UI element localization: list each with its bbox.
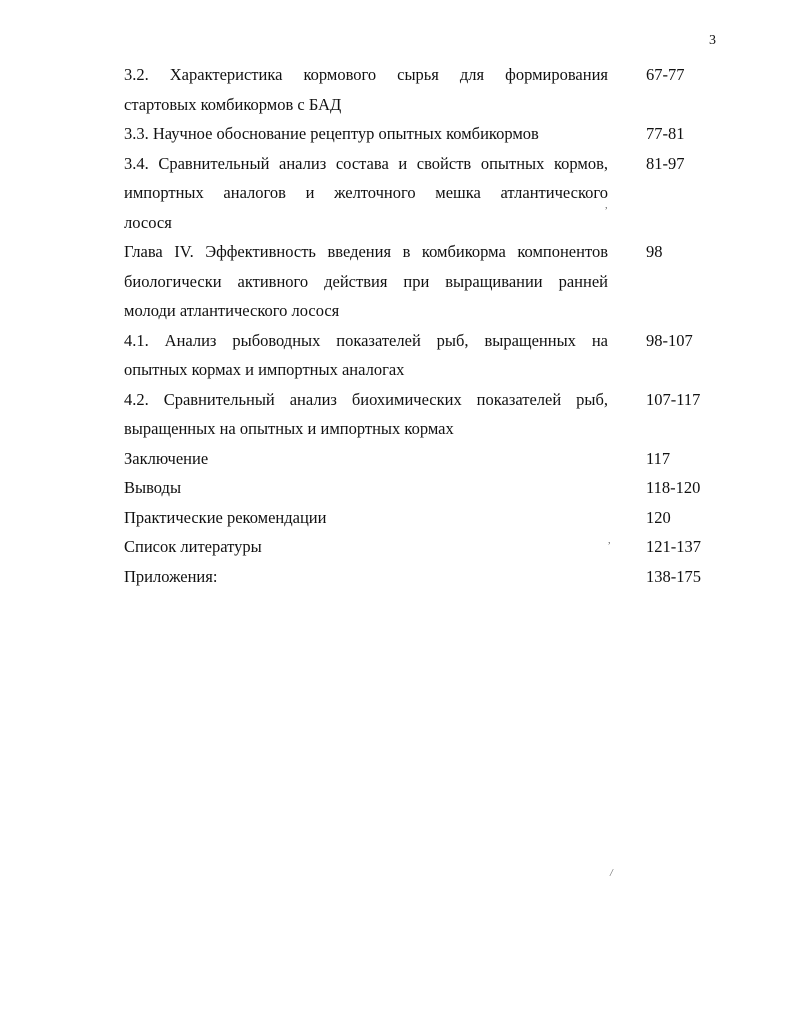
scan-speck: ,	[608, 535, 611, 546]
toc-entry-title	[124, 532, 608, 562]
toc-entry-line: 4.2. Сравнительный анализ биохимических показателей рыб,	[124, 389, 608, 409]
toc-entry-pages: 118-120	[646, 478, 701, 497]
toc-entry-findings	[124, 473, 724, 503]
toc-entry-line: Список литературы	[124, 537, 262, 556]
toc-entry-4-1	[124, 326, 724, 385]
toc-entry-line: 4.1. Анализ рыбоводных показателей рыб, выращенных на	[124, 330, 608, 350]
toc-entry-line: 3.4. Сравнительный анализ состава и свойств опытных кормов,	[124, 153, 608, 173]
table-of-contents	[124, 60, 724, 591]
toc-entry-pages: 67-77	[646, 65, 685, 84]
toc-entry-line: Заключение	[124, 448, 209, 468]
toc-entry-appendices	[124, 562, 724, 592]
toc-entry-line: выращенных на опытных и импортных кормах	[124, 419, 454, 438]
toc-entry-line: Выводы	[124, 478, 182, 497]
toc-entry-title	[124, 503, 608, 533]
toc-entry-pages: 107-117	[646, 389, 701, 409]
toc-entry-line: 3.3. Научное обоснование рецептур опытных комбикормов	[124, 124, 539, 143]
scan-speck: /	[610, 868, 613, 879]
toc-entry-title	[124, 562, 608, 592]
toc-entry-line: Практические рекомендации	[124, 507, 327, 527]
toc-entry-4-2	[124, 385, 724, 444]
toc-entry-pages: 121-137	[646, 537, 701, 556]
toc-entry-chapter-4	[124, 237, 724, 326]
scan-speck: ,	[605, 200, 608, 211]
toc-entry-3-2	[124, 60, 724, 119]
toc-entry-line: опытных кормах и импортных аналогах	[124, 360, 405, 379]
toc-entry-conclusion	[124, 444, 724, 474]
toc-entry-title	[124, 60, 608, 119]
toc-entry-line: лосося	[124, 212, 172, 232]
toc-entry-references	[124, 532, 724, 562]
toc-entry-title	[124, 149, 608, 238]
toc-entry-pages: 117	[646, 448, 671, 468]
toc-entry-title	[124, 326, 608, 385]
toc-entry-pages: 98-107	[646, 330, 693, 350]
toc-entry-pages: 77-81	[646, 124, 685, 143]
toc-entry-line: 3.2. Характеристика кормового сырья для формирования	[124, 65, 608, 84]
toc-entry-line: биологически активного действия при выращивании ранней	[124, 271, 608, 291]
toc-entry-line: импортных аналогов и желточного мешка атлантического	[124, 183, 608, 202]
toc-entry-3-3	[124, 119, 724, 149]
toc-entry-pages: 120	[646, 507, 671, 527]
page-number: 3	[709, 33, 716, 48]
toc-entry-line: молоди атлантического лосося	[124, 301, 340, 320]
toc-entry-title	[124, 237, 608, 326]
toc-entry-title	[124, 119, 608, 149]
toc-entry-line: Глава IV. Эффективность введения в комбикорма компонентов	[124, 242, 608, 261]
toc-entry-title	[124, 473, 608, 503]
toc-entry-pages: 98	[646, 242, 663, 261]
toc-entry-recommendations	[124, 503, 724, 533]
toc-entry-pages: 81-97	[646, 153, 685, 173]
toc-entry-line: Приложения:	[124, 566, 218, 586]
toc-entry-line: стартовых комбикормов с БАД	[124, 94, 342, 114]
toc-entry-title	[124, 444, 608, 474]
toc-entry-title	[124, 385, 608, 444]
toc-entry-pages: 138-175	[646, 566, 701, 586]
toc-entry-3-4	[124, 149, 724, 238]
